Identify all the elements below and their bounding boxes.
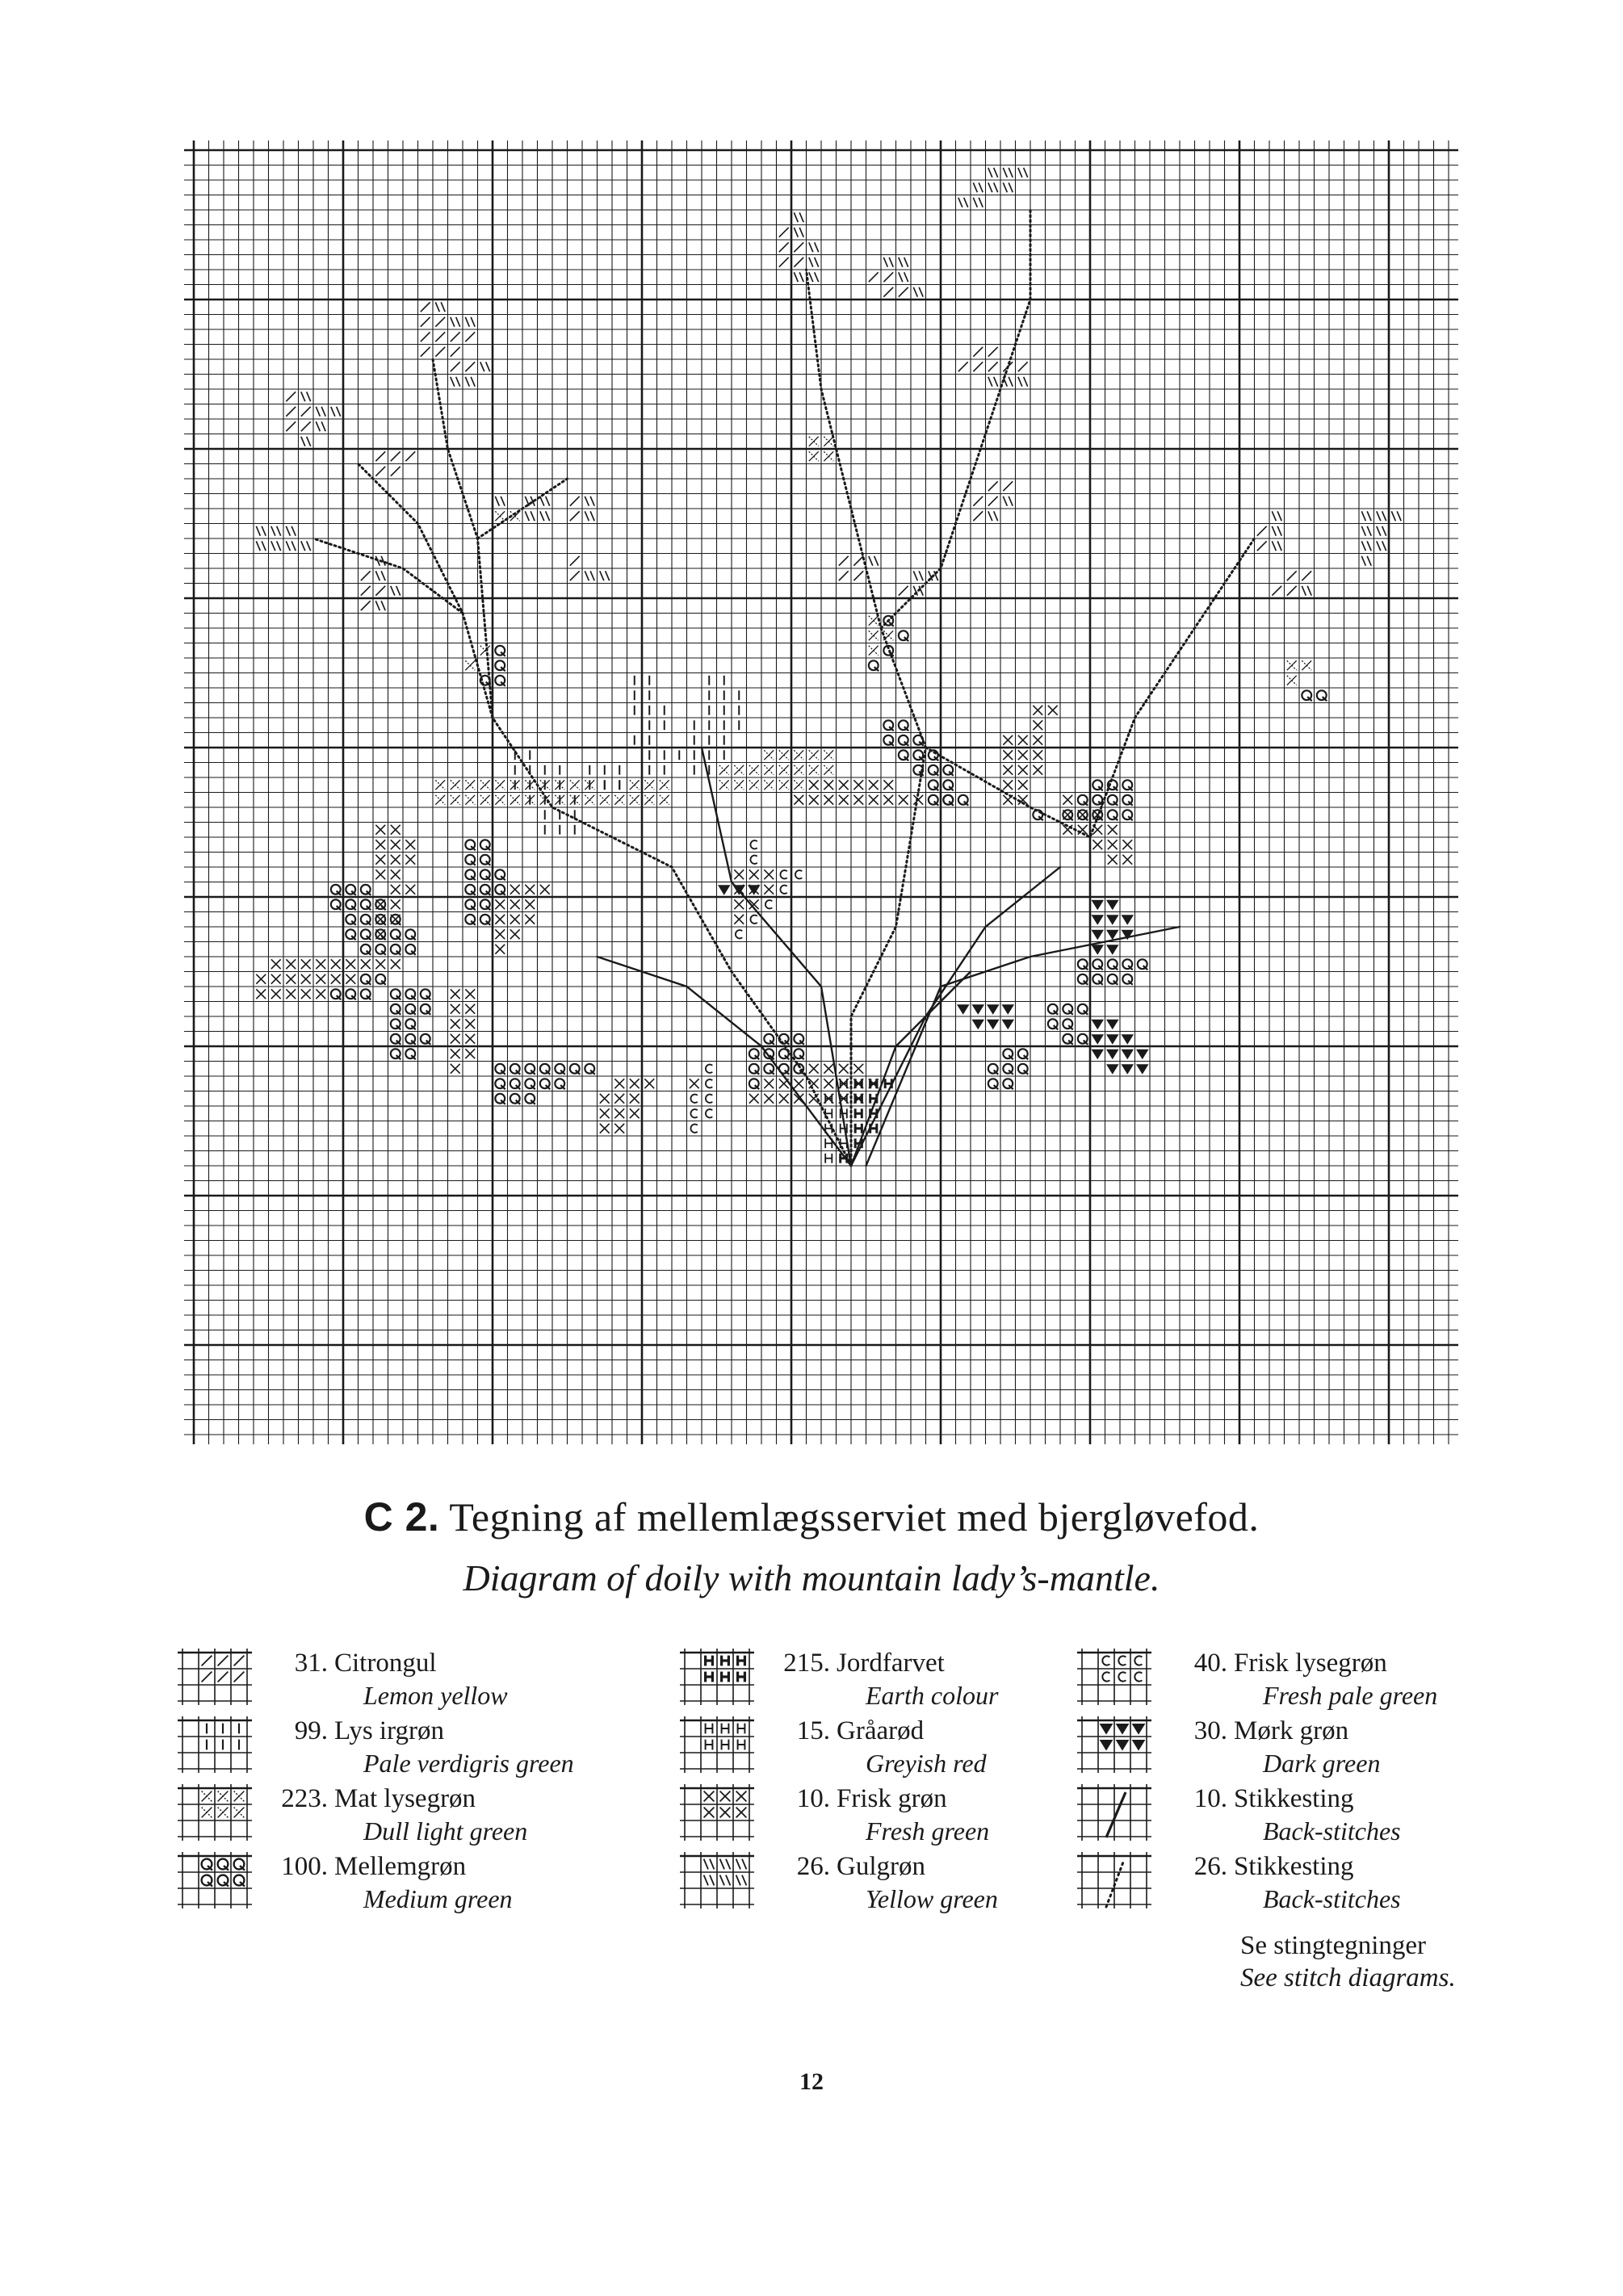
legend-swatch <box>174 1849 255 1912</box>
legend-entry-name-english: Back-stitches <box>1263 1816 1401 1846</box>
legend-entry-name-danish: Mellemgrøn <box>334 1852 467 1881</box>
legend-entry-name-danish: Frisk grøn <box>837 1784 947 1813</box>
figure-title-danish: Tegning af mellemlægsserviet med bjergløvefod. <box>449 1494 1260 1540</box>
legend-entry-number: 31. <box>294 1649 328 1678</box>
stitch-note-english: See stitch diagrams. <box>1240 1963 1456 1992</box>
dotted-line-icon <box>1074 1849 1155 1912</box>
legend-swatch <box>677 1781 757 1844</box>
legend-entry-number: 223. <box>281 1784 328 1813</box>
legend-entry-name-english: Dark green <box>1263 1749 1381 1778</box>
legend-swatch <box>1074 1645 1155 1708</box>
legend-entry-number: 215. <box>783 1649 830 1678</box>
solid-line-icon <box>1074 1781 1155 1844</box>
legend-entry-name-english: Fresh pale green <box>1263 1681 1438 1710</box>
legend-entry <box>1074 1715 1526 1783</box>
legend-entry-name-english: Dull light green <box>363 1816 528 1846</box>
dotted-x-icon <box>174 1781 255 1844</box>
legend-entry-name-danish: Stikkesting <box>1234 1852 1354 1881</box>
legend-entry-name-english: Earth colour <box>866 1681 999 1710</box>
legend-entry-name-english: Lemon yellow <box>363 1681 508 1710</box>
legend-entry <box>174 1647 627 1715</box>
chart-grid <box>184 140 1458 1444</box>
legend-swatch <box>174 1781 255 1844</box>
legend-entry <box>677 1783 1129 1850</box>
legend-swatch <box>677 1713 757 1776</box>
legend-entry-number: 26. <box>1193 1852 1227 1881</box>
q-letter-icon <box>174 1849 255 1912</box>
legend-swatch <box>174 1713 255 1776</box>
legend-entry <box>677 1850 1129 1918</box>
legend-swatch <box>677 1849 757 1912</box>
legend-entry-number: 10. <box>796 1784 830 1813</box>
legend-entry-name-english: Medium green <box>363 1884 513 1913</box>
legend-entry-name-english: Back-stitches <box>1263 1884 1401 1913</box>
legend-entry <box>174 1850 627 1918</box>
legend-entry-name-danish: Frisk lysegrøn <box>1234 1649 1387 1678</box>
legend-entry-number: 15. <box>796 1716 830 1745</box>
legend-entry <box>174 1783 627 1850</box>
legend-column-2 <box>677 1647 1129 1918</box>
legend-entry-name-danish: Mat lysegrøn <box>334 1784 476 1813</box>
vertical-tick-icon <box>174 1713 255 1776</box>
legend-entry <box>677 1715 1129 1783</box>
chart-stitches <box>256 168 1401 1163</box>
legend-swatch <box>174 1645 255 1708</box>
legend-entry-number: 30. <box>1193 1716 1227 1745</box>
legend-entry-name-danish: Jordfarvet <box>837 1649 945 1678</box>
legend-column-1 <box>174 1647 627 1918</box>
legend-entry-number: 100. <box>281 1852 328 1881</box>
legend-column-3 <box>1074 1647 1526 1918</box>
c-letter-icon <box>1074 1645 1155 1708</box>
legend-entry <box>174 1715 627 1783</box>
h-letter-icon <box>677 1713 757 1776</box>
legend-swatch <box>1074 1781 1155 1844</box>
legend-entry-number: 26. <box>796 1852 830 1881</box>
bold-h-icon <box>677 1645 757 1708</box>
legend-entry <box>1074 1647 1526 1715</box>
legend-entry-number: 99. <box>294 1716 328 1745</box>
legend-entry-number: 40. <box>1193 1649 1227 1678</box>
filled-heart-icon <box>1074 1713 1155 1776</box>
legend-entry-name-danish: Gråarød <box>837 1716 925 1745</box>
legend-entry-name-danish: Lys irgrøn <box>334 1716 444 1745</box>
stitch-note-danish: Se stingtegninger <box>1240 1931 1427 1960</box>
legend-entry-number: 10. <box>1193 1784 1227 1813</box>
legend-swatch <box>1074 1849 1155 1912</box>
legend-swatch <box>1074 1713 1155 1776</box>
legend-entry-name-danish: Gulgrøn <box>837 1852 925 1881</box>
figure-caption-danish <box>0 1494 1623 1540</box>
page-number: 12 <box>799 2068 824 2095</box>
figure-code: C 2. <box>363 1494 440 1540</box>
legend-entry-name-danish: Citrongul <box>334 1649 437 1678</box>
legend-entry-name-english: Greyish red <box>866 1749 987 1778</box>
diagonal-slash-icon <box>174 1645 255 1708</box>
double-slash-icon <box>677 1849 757 1912</box>
x-cross-icon <box>677 1781 757 1844</box>
legend-entry-name-english: Fresh green <box>866 1816 990 1846</box>
legend-entry <box>1074 1783 1526 1850</box>
legend-entry-name-danish: Mørk grøn <box>1234 1716 1349 1745</box>
legend-entry-name-english: Yellow green <box>866 1884 998 1913</box>
legend-entry <box>677 1647 1129 1715</box>
legend-entry-name-danish: Stikkesting <box>1234 1784 1354 1813</box>
legend-entry <box>1074 1850 1526 1918</box>
legend-swatch <box>677 1645 757 1708</box>
figure-caption-english: Diagram of doily with mountain lady’s-mantle. <box>463 1557 1160 1598</box>
legend-entry-name-english: Pale verdigris green <box>363 1749 574 1778</box>
